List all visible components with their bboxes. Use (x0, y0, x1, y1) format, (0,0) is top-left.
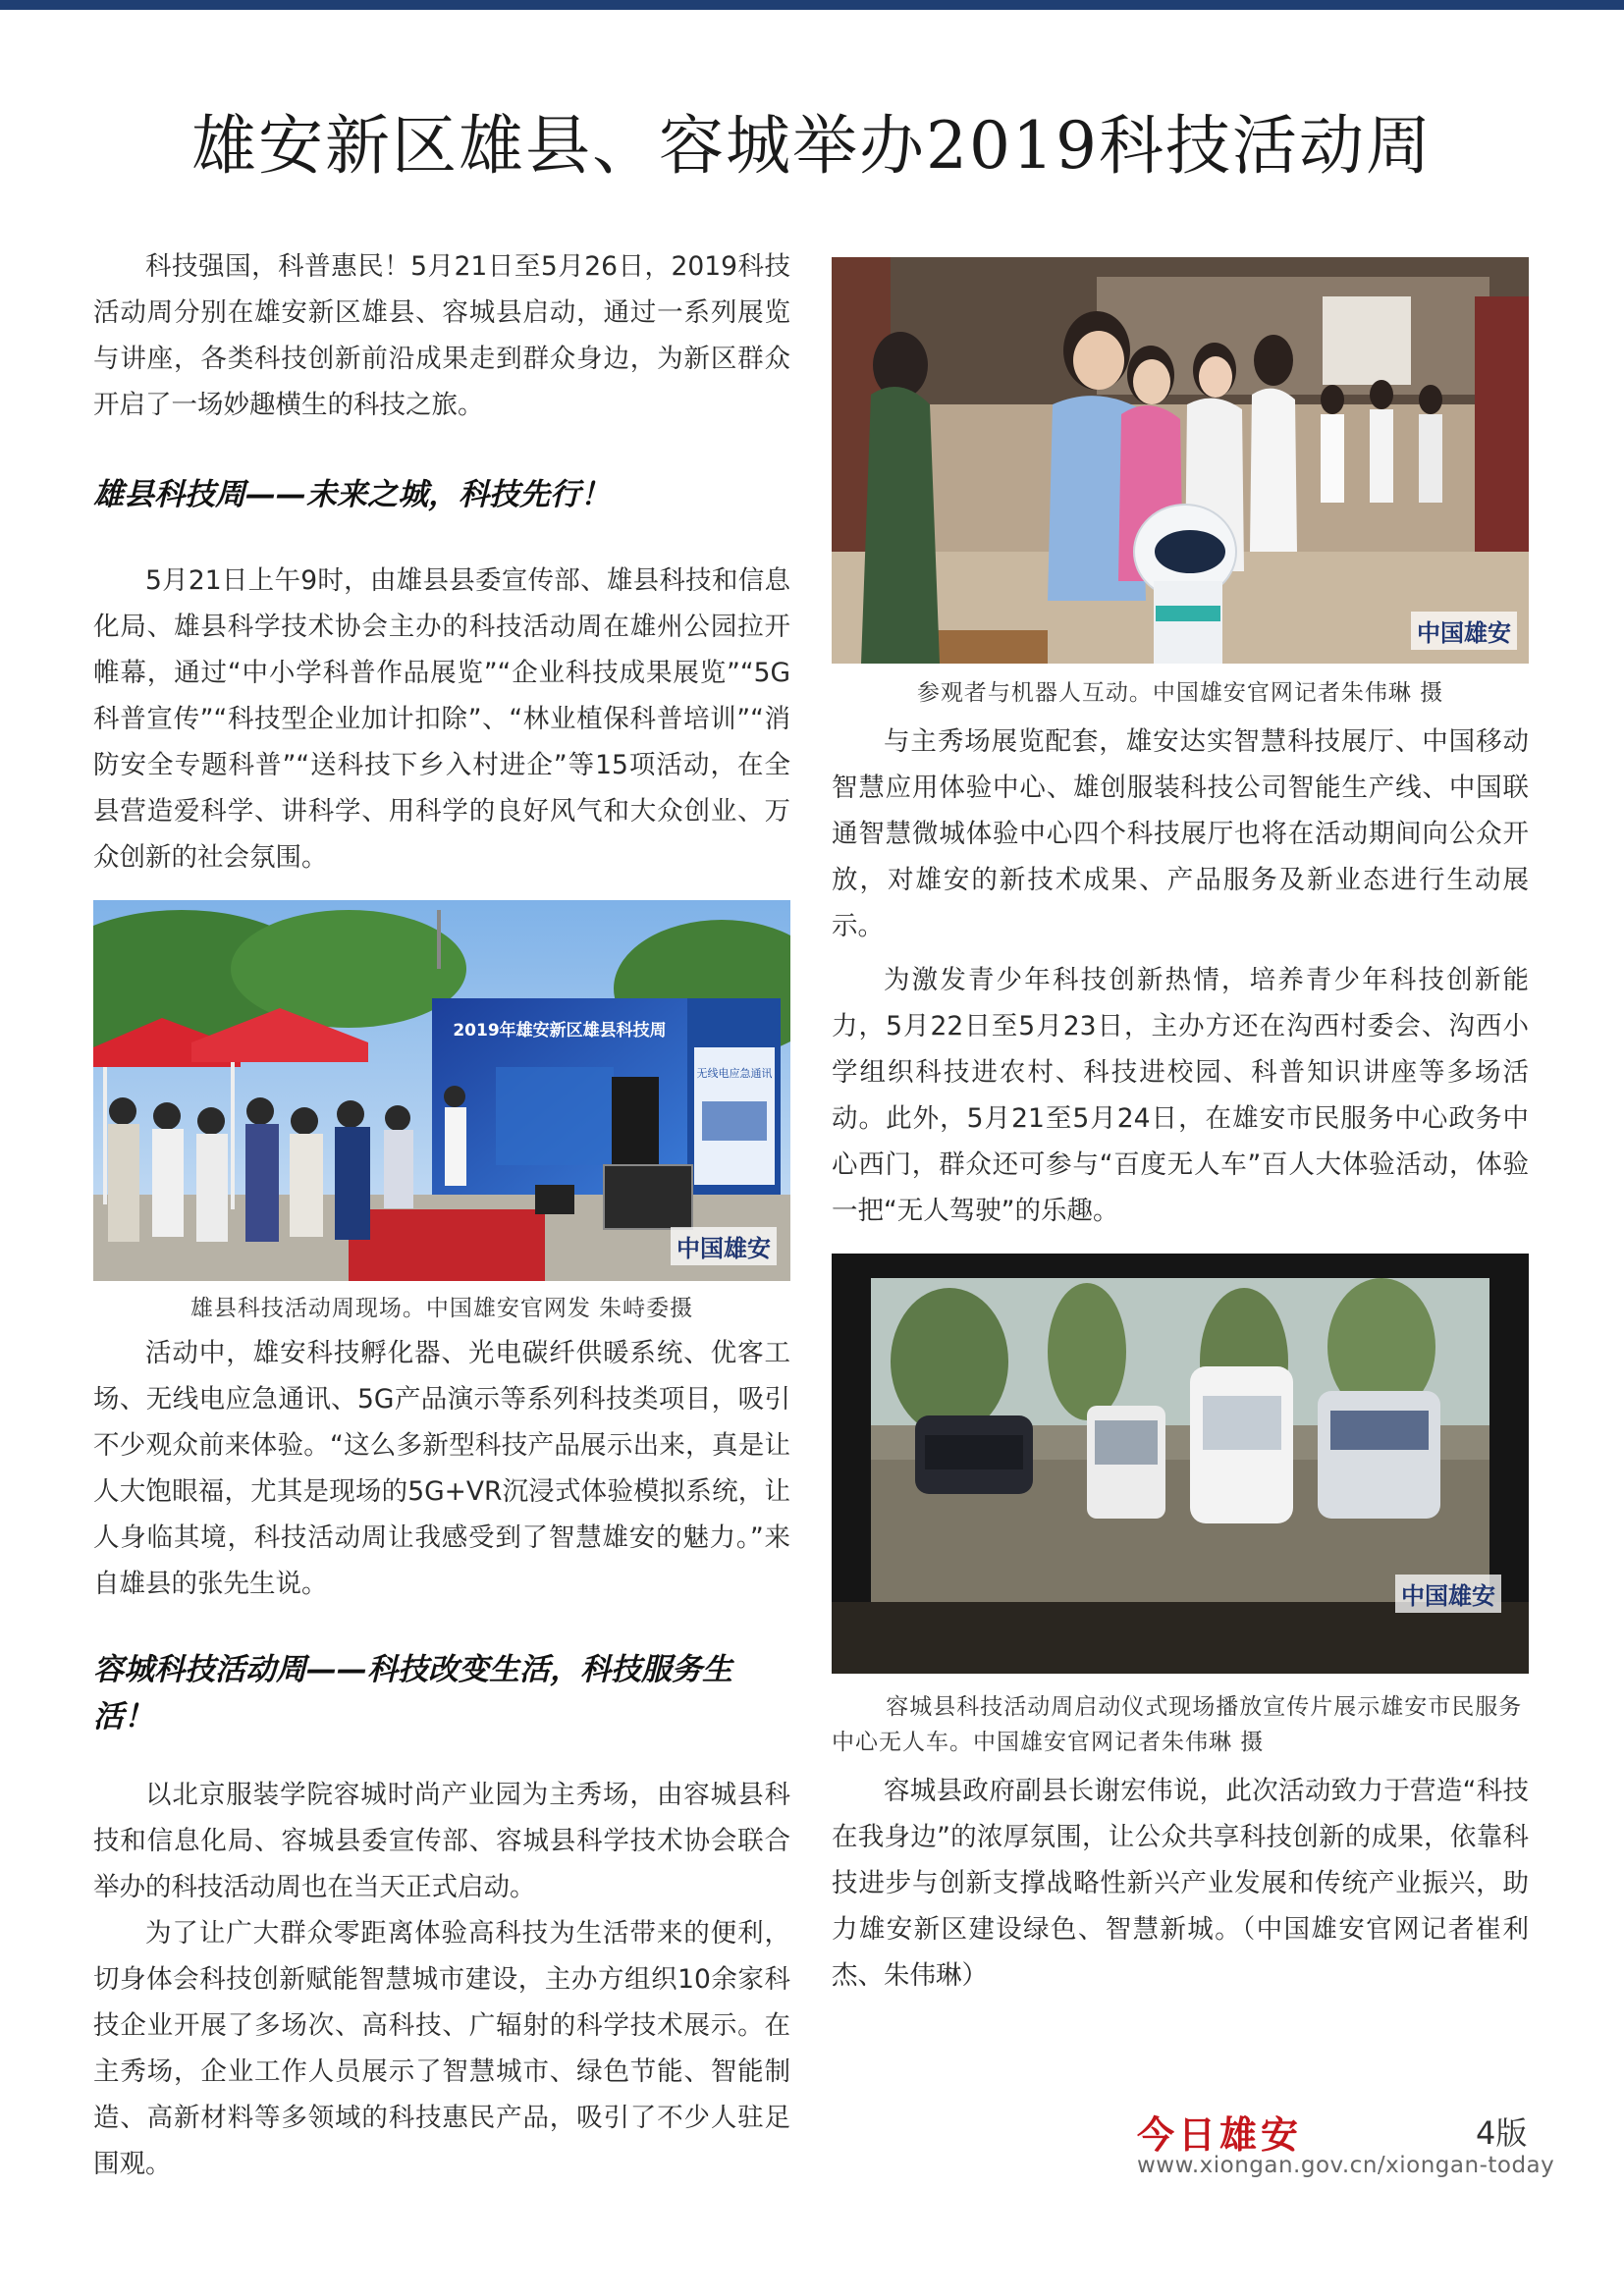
rongcheng-paragraph-2: 为了让广大群众零距离体验高科技为生活带来的便利，切身体会科技创新赋能智慧城市建设，主办方组织10余家科技企业开展了多场次、高科技、广辐射的科学技术展示。在主秀场，企业工作人员展示了智慧城市、绿色节能、智能制造、高新材料等多领域的科技惠民产品，吸引了不少人驻足围观。 (93, 1918, 790, 2179)
page-number: 4版 (1476, 2114, 1528, 2152)
event-banner-text: 2019年雄安新区雄县科技周 (453, 1021, 667, 1041)
rongcheng-paragraph-1: 以北京服装学院容城时尚产业园为主秀场，由容城县科技和信息化局、容城县委宣传部、容城县科学技术协会联合举办的科技活动周也在当天正式启动。 (93, 1780, 790, 1902)
photo-caption-driverless: 容城县科技活动周启动仪式现场播放宣传片展示雄安市民服务中心无人车。中国雄安官网记者朱伟琳 摄 (832, 1694, 1523, 1755)
section-heading-rongcheng: 容城科技活动周——科技改变生活，科技服务生活！ (93, 1652, 732, 1735)
photo-watermark: 中国雄安 (1395, 1575, 1501, 1613)
footer-url[interactable]: www.xiongan.gov.cn/xiongan-today (1137, 2153, 1555, 2178)
article-title: 雄安新区雄县、容城举办2019科技活动周 (191, 108, 1433, 184)
photo-caption-xiongxian: 雄县科技活动周现场。中国雄安官网发 朱峙委摄 (189, 1296, 694, 1321)
intro-paragraph: 科技强国，科普惠民！5月21日至5月26日，2019科技活动周分别在雄安新区雄县、容城县启动，通过一系列展览与讲座，各类科技创新前沿成果走到群众身边，为新区群众开启了一场妙趣横生的科技之旅。 (93, 251, 790, 420)
photo-robot-scene (832, 257, 1529, 664)
section-heading-xiongxian: 雄县科技周——未来之城，科技先行！ (93, 477, 611, 512)
standee-text: 无线电应急通讯 (696, 1067, 773, 1080)
top-accent-bar (0, 0, 1624, 10)
xiongxian-paragraph-1: 5月21日上午9时，由雄县县委宣传部、雄县科技和信息化局、雄县科学技术协会主办的科技活动周在雄州公园拉开帷幕，通过“中小学科普作品展览”“企业科技成果展览”“5G科普宣传”“科技型企业加计扣除”、“林业植保科普培训”“消防安全专题科普”“送科技下乡入村进企”等15项活动，在全县营造爱科学、讲科学、用科学的良好风气和大众创业、万众创新的社会氛围。 (93, 565, 790, 873)
left-column (93, 243, 790, 2187)
right-column (832, 257, 1529, 1999)
youth-activity-paragraph: 为激发青少年科技创新热情，培养青少年科技创新能力，5月22日至5月23日，主办方还在沟西村委会、沟西小学组织科技进农村、科技进校园、科普知识讲座等多场活动。此外，5月21至5月24日，在雄安市民服务中心政务中心西门，群众还可参与“百度无人车”百人大体验活动，体验一把“无人驾驶”的乐趣。 (832, 965, 1529, 1226)
exhibition-paragraph: 与主秀场展览配套，雄安达实智慧科技展厅、中国移动智慧应用体验中心、雄创服装科技公司智能生产线、中国联通智慧微城体验中心四个科技展厅也将在活动期间向公众开放，对雄安的新技术成果、产品服务及新业态进行生动展示。 (832, 726, 1529, 941)
photo-watermark: 中国雄安 (671, 1227, 777, 1265)
official-quote-paragraph: 容城县政府副县长谢宏伟说，此次活动致力于营造“科技在我身边”的浓厚氛围，让公众共享科技创新的成果，依靠科技进步与创新支撑战略性新兴产业发展和传统产业振兴，助力雄安新区建设绿色、智慧新城。（中国雄安官网记者崔利杰、朱伟琳） (832, 1776, 1529, 1991)
photo-watermark: 中国雄安 (1411, 612, 1517, 650)
footer-brand: 今日雄安 (1137, 2112, 1303, 2157)
photo-robot-interaction (832, 257, 1529, 664)
photo-xiongxian-event (93, 900, 790, 1281)
photo-xiongxian-scene (93, 900, 790, 1281)
xiongxian-paragraph-2: 活动中，雄安科技孵化器、光电碳纤供暖系统、优客工场、无线电应急通讯、5G产品演示等系列科技类项目，吸引不少观众前来体验。“这么多新型科技产品展示出来，真是让人大饱眼福，尤其是现场的5G+VR沉浸式体验模拟系统，让人身临其境，科技活动周让我感受到了智慧雄安的魅力。”来自雄县的张先生说。 (93, 1338, 790, 1599)
photo-driverless-car-screen (832, 1254, 1529, 1674)
photo-caption-robot: 参观者与机器人互动。中国雄安官网记者朱伟琳 摄 (916, 680, 1444, 706)
